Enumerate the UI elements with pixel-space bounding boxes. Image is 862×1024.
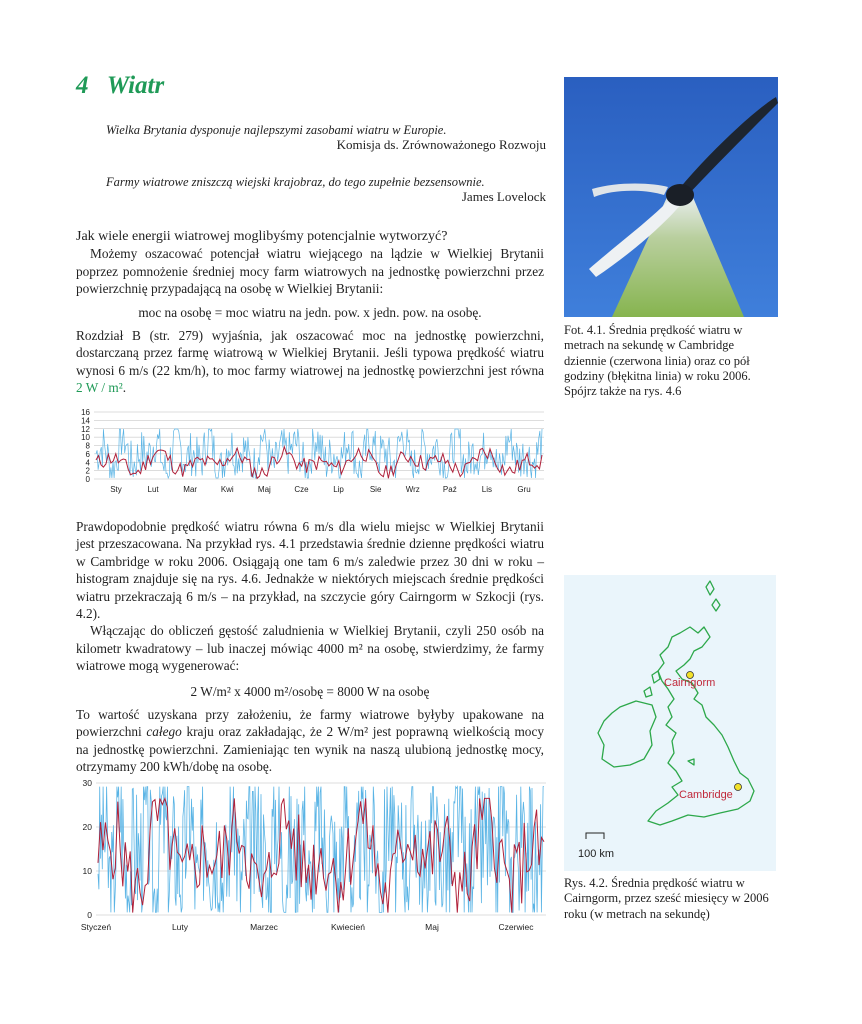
paragraph-2-text: Rozdział B (str. 279) wyjaśnia, jak oszacować moc na jednostkę powierzchni, dostarczaną przez farmę wiatrową w Wielkiej Brytanii. Jeśli typowa prędkość wiatru wynosi 6 m/s (22 km/h), to moc farmy wiatrowej na jednostkę powierzchni jest równa <box>76 328 544 378</box>
quote-2-text: Farmy wiatrowe zniszczą wiejski krajobraz, do tego zupełnie bezsensownie. <box>106 175 485 189</box>
wind-turbine-photo <box>564 77 778 317</box>
x-tick-label: Wrz <box>405 485 420 494</box>
x-tick-label: Cze <box>294 485 309 494</box>
paragraph-1: Możemy oszacować potencjał wiatru wiejącego na lądzie w Wielkiej Brytanii poprzez pomnożenie średniej mocy farm wiatrowych na jednostkę powierzchni przez powierzchnię przypadającą na osobę w Wielkiej Brytanii: <box>76 246 544 297</box>
x-tick-label: Maj <box>257 485 271 494</box>
y-tick-label: 10 <box>81 433 90 443</box>
chapter-title: Wiatr <box>106 72 165 99</box>
paragraph-3: Prawdopodobnie prędkość wiatru równa 6 m/s dla wielu miejsc w Wielkiej Brytanii jest przeszacowana. Na przykład rys. 4.1 przedstawia średnie dzienne prędkości wiatru w Cambridge w roku 2006. Osiągają one tam 6 m/s zaledwie przez 30 dni w roku – histogram znajduje się na rys. 4.6. Jednakże w niektórych miejscach średnie prędkości wiatru przekraczają 6 m/s – na przykład, na szczycie góry Cairngorm w Szkocji (rys. 4.2). <box>76 519 544 622</box>
quote-1-text: Wielka Brytania dysponuje najlepszymi zasobami wiatru w Europie. <box>106 123 447 137</box>
body-continued <box>76 518 544 675</box>
cairngorm-x-ticks <box>81 922 534 932</box>
y-tick-label: 14 <box>81 416 90 426</box>
equation-1: moc na osobę = moc wiatru na jedn. pow. x jedn. pow. na osobę. <box>138 305 482 320</box>
x-tick-label: Paź <box>442 485 457 494</box>
cambridge-x-ticks <box>110 485 530 494</box>
y-tick-label: 16 <box>81 408 90 417</box>
chapter-heading <box>76 72 164 100</box>
x-tick-label: Luty <box>171 922 189 932</box>
x-tick-label: Sty <box>110 485 122 494</box>
intro-text <box>76 228 544 298</box>
uk-map <box>564 575 776 871</box>
x-tick-label: Kwiecień <box>330 922 366 932</box>
cambridge-y-ticks <box>81 408 90 484</box>
x-tick-label: Kwi <box>220 485 234 494</box>
quote-2-author: James Lovelock <box>461 189 546 204</box>
x-tick-label: Lut <box>147 485 159 494</box>
cairngorm-y-ticks <box>83 778 93 920</box>
x-tick-label: Styczeń <box>80 922 112 932</box>
paragraph-4: Włączając do obliczeń gęstość zaludnienia w Wielkiej Brytanii, czyli 250 osób na kilometr kwadratowy – lub inaczej mówiąc 4000 m² na osobę, stwierdzimy, że farmy wiatrowe mogą wygenerować: <box>76 623 544 674</box>
y-tick-label: 20 <box>82 822 92 832</box>
paragraph-5 <box>76 706 544 776</box>
y-tick-label: 30 <box>82 778 92 788</box>
x-tick-label: Czerwiec <box>498 922 534 932</box>
x-tick-label: Maj <box>425 922 439 932</box>
equation-2: 2 W/m² x 4000 m²/osobę = 8000 W na osobę <box>190 684 430 699</box>
map-scale-label: 100 km <box>578 848 615 860</box>
paragraph-5-text-b: kraju oraz zakładając, że 2 W/m² jest poprawną wielkością mocy na jednostkę powierzchni. Zamieniając ten wynik na naszą ulubioną jednostkę mocy, otrzymamy 200 kWh/dobę na osobę. <box>76 724 545 775</box>
y-tick-label: 10 <box>82 866 92 876</box>
x-tick-label: Marzec <box>250 922 278 932</box>
paragraph-5-emphasis: całego <box>146 724 182 740</box>
paragraph-5-text-a: To wartość uzyskana przy założeniu, że farmy wiatrowe byłyby upakowane na powierzchni <box>76 707 544 740</box>
x-tick-label: Mar <box>183 485 198 494</box>
y-tick-label: 12 <box>81 424 90 434</box>
figure-4-1-caption-ref: Spójrz także na rys. 4.6 <box>564 384 682 399</box>
quote-1-author: Komisja ds. Zrównoważonego Rozwoju <box>336 137 546 152</box>
figure-4-1-caption-text: Fot. 4.1. Średnia prędkość wiatru w metrach na sekundę w Cambridge dziennie (czerwona linia) oraz co pół godziny (błękitna linia) w roku 2006. <box>564 323 751 383</box>
cairngorm-label: Cairngorm <box>664 677 716 689</box>
figure-4-2-caption: Rys. 4.2. Średnia prędkość wiatru w Cairngorm, przez sześć miesięcy w 2006 roku (w metrach na sekundę) <box>564 876 769 921</box>
x-tick-label: Lip <box>333 485 344 494</box>
y-tick-label: 2 <box>85 466 90 476</box>
x-tick-label: Sie <box>369 485 382 494</box>
x-tick-label: Lis <box>481 485 493 494</box>
paragraph-2 <box>76 327 544 397</box>
chapter-number: 4 <box>76 72 89 99</box>
figure-4-1-caption <box>564 323 774 399</box>
cambridge-label: Cambridge <box>679 789 733 801</box>
y-tick-label: 0 <box>87 910 92 920</box>
power-density-value: 2 W / m² <box>76 380 123 396</box>
paragraph-2-end: . <box>122 380 127 396</box>
cambridge-chart <box>76 406 546 502</box>
question: Jak wiele energii wiatrowej moglibyśmy potencjalnie wytworzyć? <box>76 229 448 244</box>
y-tick-label: 8 <box>85 441 90 451</box>
cairngorm-chart <box>70 776 550 938</box>
y-tick-label: 6 <box>85 449 90 459</box>
y-tick-label: 0 <box>85 475 90 484</box>
y-tick-label: 4 <box>85 458 90 468</box>
x-tick-label: Gru <box>517 485 531 494</box>
